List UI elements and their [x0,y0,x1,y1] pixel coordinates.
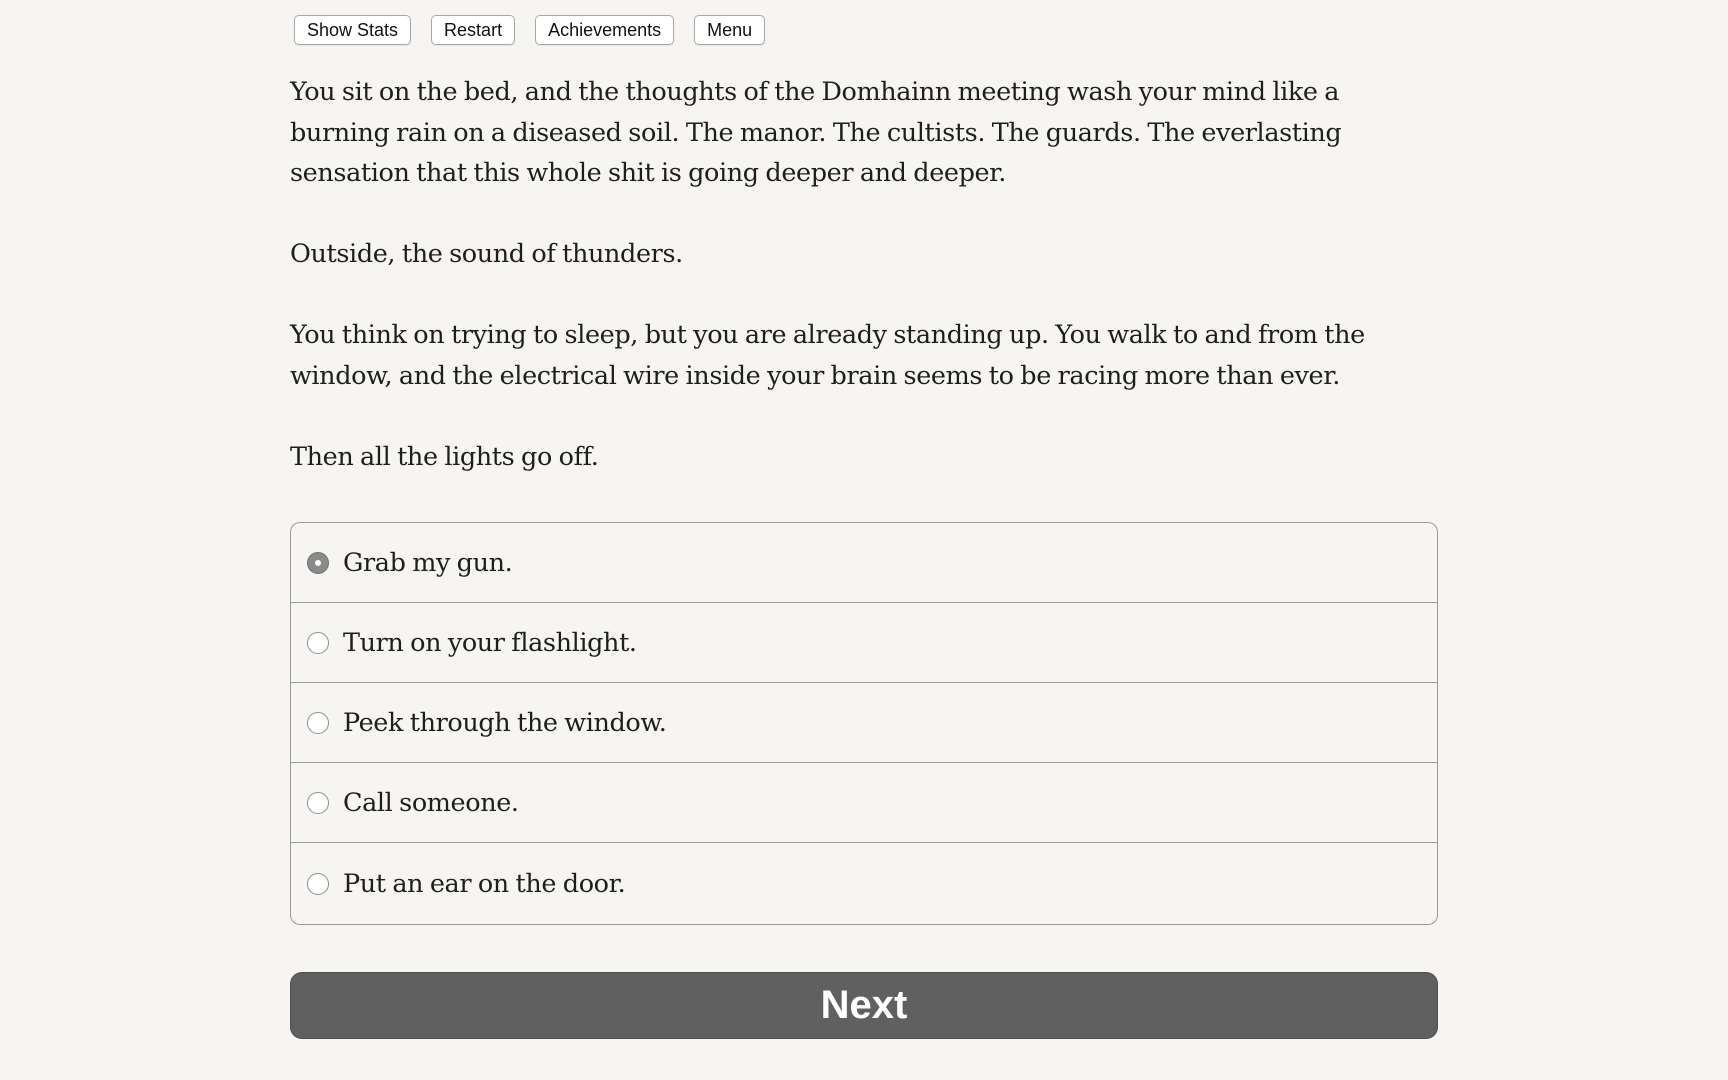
choice-label: Grab my gun. [343,547,513,578]
radio-button-selected[interactable] [307,552,329,574]
choice-label: Call someone. [343,787,519,818]
choice-label: Peek through the window. [343,707,667,738]
next-button[interactable]: Next [290,972,1438,1039]
story-paragraph: You think on trying to sleep, but you are already standing up. You walk to and from the window, and the electrical wire inside your brain seems to be racing more than ever. [290,320,1365,391]
story-paragraph: Then all the lights go off. [290,441,599,472]
choice-list [290,522,1438,925]
choice-label: Put an ear on the door. [343,868,626,899]
choice-option-grab-gun[interactable] [291,523,1437,603]
choice-option-call-someone[interactable] [291,763,1437,843]
radio-button[interactable] [307,712,329,734]
story-paragraph: Outside, the sound of thunders. [290,239,683,269]
choice-option-ear-door[interactable] [291,843,1437,924]
menu-button[interactable]: Menu [694,15,765,45]
show-stats-button[interactable]: Show Stats [294,15,411,45]
story-text [290,72,1438,518]
radio-button[interactable] [307,632,329,654]
top-toolbar [294,15,765,45]
achievements-button[interactable]: Achievements [535,15,674,45]
restart-button[interactable]: Restart [431,15,515,45]
choice-option-peek-window[interactable] [291,683,1437,763]
story-paragraph: You sit on the bed, and the thoughts of the Domhainn meeting wash your mind like a burning rain on a diseased soil. The manor. The cultists. The guards. The everlasting sensation that this whole shit is going deeper and deeper. [290,77,1342,188]
choice-label: Turn on your flashlight. [343,627,637,658]
radio-button[interactable] [307,792,329,814]
radio-button[interactable] [307,873,329,895]
choice-option-flashlight[interactable] [291,603,1437,683]
